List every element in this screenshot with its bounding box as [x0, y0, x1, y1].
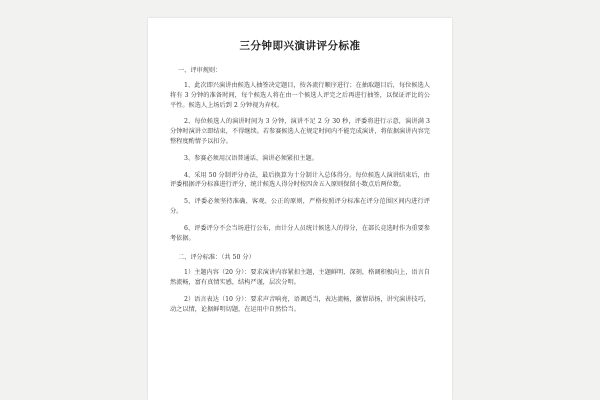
section-heading-rules: 一、评审规则： [178, 67, 222, 74]
paragraph-rule-5: 5、评委必须坚持准确、客观、公正的原则，严格按照评分标准在评分范围区间内进行评分。 [170, 198, 430, 215]
paragraph-criteria-2: 2）语言表达（10 分）：要求声音响亮，语调适当，表达流畅，激情昂扬，讲究演讲技巧，动之以情，论据鲜明切题，在运用中自然恰当。 [170, 295, 430, 313]
paragraph-rule-4: 4、采用 50 分制评分办法，最后换算为十分制计入总体得分。每位候选人演讲结束后，由评委根据评分标准进行评分，统计候选人得分时按四舍五入原则保留小数点后两位数。 [170, 171, 430, 189]
paragraph-rule-6: 6、评委评分不会当场进行公布，由计分人员统计候选人的得分，在部长竞选时作为重要参考依据。 [170, 224, 430, 242]
paragraph-rule-2: 2、每位候选人的演讲时间为 3 分钟，演讲不足 2 分 30 秒，评委将进行示意，演讲满 3 分钟时演讲立即结束，不得继续。若参赛候选人在规定时间内不能完成演讲，将依据演讲内容完整程度酌情予以扣分。 [170, 118, 430, 145]
paragraph-rule-1: 1、此次即兴演讲由候选人抽签决定题目，按各流行顺序进行；在抽取题目后，每位候选人将有 3 分钟的准备时间，每个候选人将在由一个候选人评完之后再进行抽签，以保证评比的公平性。候选人上场后到 2 分钟视为弃权。 [170, 82, 430, 109]
document-page [148, 18, 452, 400]
paragraph-rule-3: 3、参赛必须用汉语普通话，演讲必须紧扣主题。 [184, 154, 318, 162]
section-heading-criteria: 二、评分标准：（共 50 分） [178, 254, 255, 262]
document-title: 三分钟即兴演讲评分标准 [239, 40, 361, 52]
paragraph-criteria-1: 1）主题内容（20 分）：要求演讲内容紧扣主题，主题鲜明、深刻，格调积极向上，语言自然流畅，富有真情实感，结构严谨，层次分明。 [170, 269, 430, 287]
